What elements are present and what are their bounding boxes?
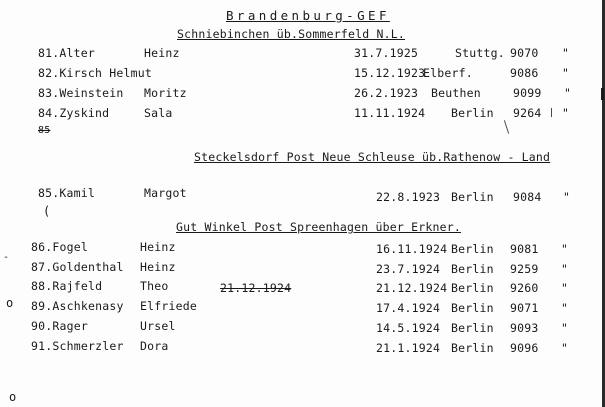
scan-edge-tick [601,88,604,100]
pen-stroke [504,120,509,134]
struck-date: 21.12.1924 [220,281,292,295]
margin-dash-mark: - [3,252,10,263]
entry-city: Berlin [451,341,494,355]
punch-hole-mark: o [9,390,17,404]
entry-city: Berlin [451,281,494,295]
ditto-mark: " [562,106,570,120]
entry-name: 85.Kamil [38,186,95,200]
entry-name: 88.Rajfeld [31,279,103,293]
section-heading-steckelsdorf: Steckelsdorf Post Neue Schleuse üb.Rathenow - Land [194,150,551,164]
ditto-mark: " [561,281,569,295]
entry-name: 82.Kirsch Helmut [38,66,152,80]
entry-first-name: Heinz [140,240,176,254]
struck-line-number: 85 [38,125,51,136]
ditto-mark: " [561,301,569,315]
entry-number: 9259 [510,262,539,276]
entry-first-name: Heinz [144,46,180,60]
document-title: Brandenburg-GEF [226,8,390,23]
entry-name: 89.Aschkenasy [31,299,124,313]
entry-birth-date: 21.12.1924 [376,281,448,295]
entry-number: 9070 [510,46,539,60]
ditto-mark: " [563,190,571,204]
entry-first-name: Moritz [144,86,187,100]
entry-city: Berlin [451,106,494,120]
entry-name: 84.Zyskind [38,106,110,120]
ditto-mark: " [561,242,569,256]
entry-first-name: Elfriede [140,299,197,313]
entry-number: 9084 [513,190,542,204]
entry-city: Stuttg. [455,46,505,60]
punch-hole-mark: o [6,296,14,310]
margin-paren-mark: ( [43,204,51,218]
section-heading-schniebinchen: Schniebinchen üb.Sommerfeld N.L. [177,27,405,41]
entry-number: 9264 [513,106,542,120]
entry-birth-date: 17.4.1924 [376,301,441,315]
entry-name: 87.Goldenthal [31,260,124,274]
entry-first-name: Ursel [140,319,176,333]
entry-number: 9093 [510,321,539,335]
entry-birth-date: 23.7.1924 [376,262,441,276]
entry-city: Berlin [451,301,494,315]
entry-number: 9096 [510,341,539,355]
ditto-mark: " [564,86,572,100]
entry-name: 81.Alter [38,46,95,60]
entry-number: 9071 [510,301,539,315]
ditto-mark: " [562,66,570,80]
ditto-mark: " [561,262,569,276]
entry-city: Berlin [451,242,494,256]
entry-name: 91.Schmerzler [31,339,124,353]
entry-birth-date: 16.11.1924 [376,242,448,256]
entry-birth-date: 14.5.1924 [376,321,441,335]
entry-city: Elberf. [423,66,473,80]
entry-birth-date: 22.8.1923 [376,190,441,204]
entry-birth-date: 31.7.1925 [354,46,419,60]
entry-birth-date: 11.11.1924 [354,106,426,120]
entry-name: 90.Rager [31,319,88,333]
ditto-mark: " [561,321,569,335]
entry-first-name: Heinz [140,260,176,274]
ditto-mark: " [562,46,570,60]
entry-city: Berlin [451,321,494,335]
entry-city: Beuthen [431,86,481,100]
entry-first-name: Sala [144,106,173,120]
ditto-mark: " [561,341,569,355]
entry-first-name: Margot [144,186,187,200]
entry-city: Berlin [451,190,494,204]
pen-stroke [551,108,552,117]
section-heading-gut-winkel: Gut Winkel Post Spreenhagen über Erkner. [176,220,461,234]
entry-first-name: Theo [140,279,169,293]
entry-number: 9099 [513,86,542,100]
entry-number: 9086 [510,66,539,80]
entry-number: 9260 [510,281,539,295]
entry-city: Berlin [451,262,494,276]
entry-birth-date: 21.1.1924 [376,341,441,355]
entry-name: 83.Weinstein [38,86,124,100]
entry-first-name: Dora [140,339,169,353]
entry-birth-date: 26.2.1923 [354,86,419,100]
entry-number: 9081 [510,242,539,256]
entry-birth-date: 15.12.1923 [354,66,426,80]
entry-name: 86.Fogel [31,240,88,254]
